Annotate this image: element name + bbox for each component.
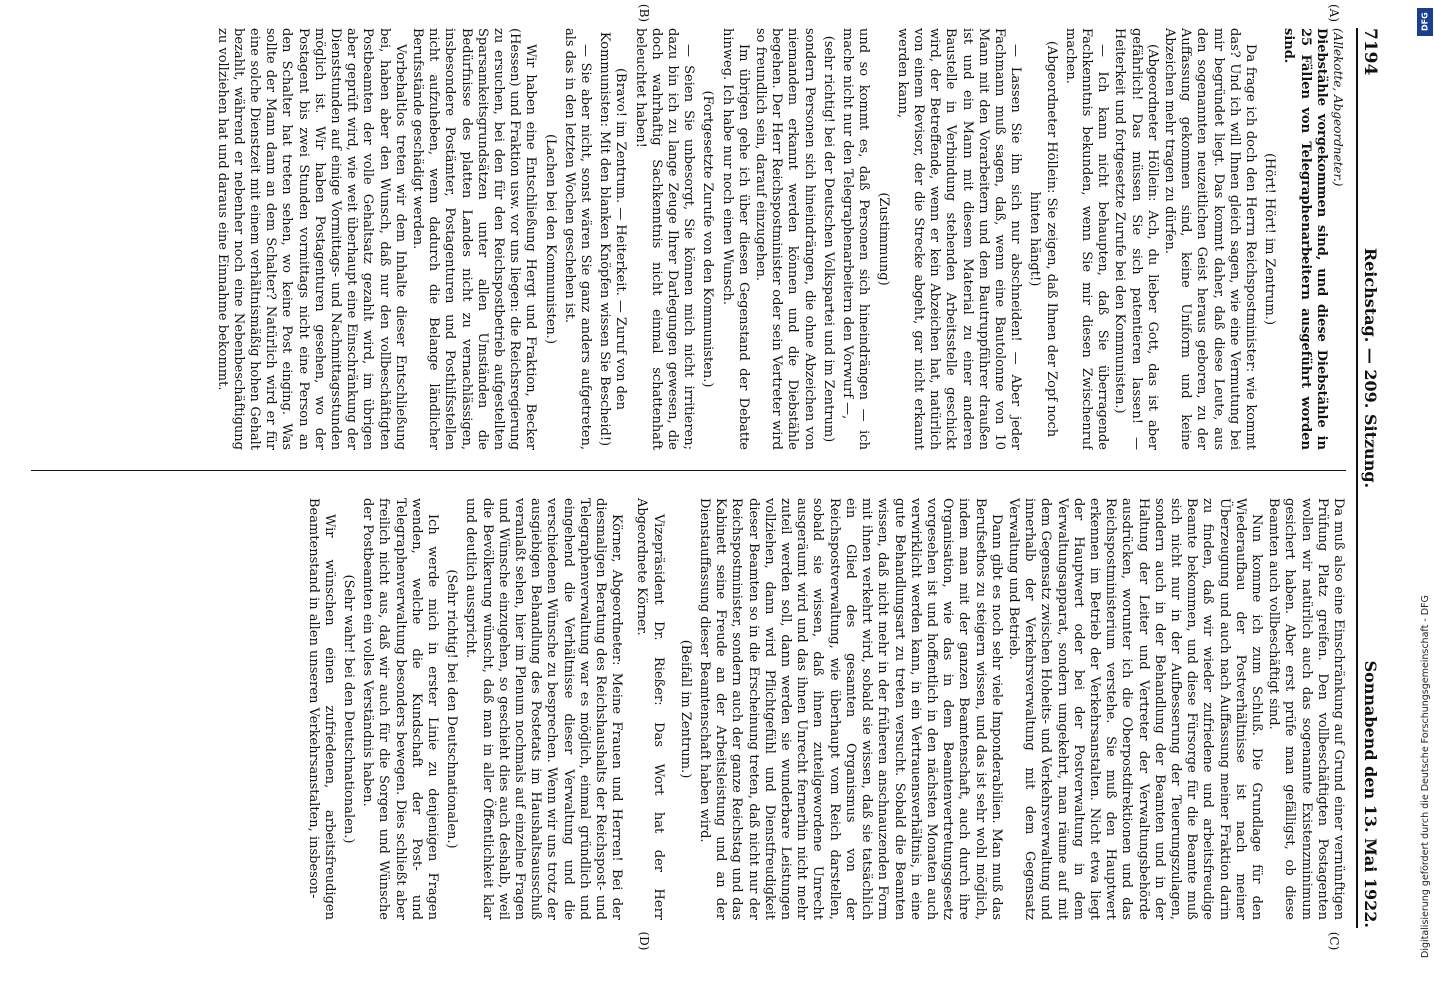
- interjection: (Sehr richtig! bei den Deutschnationalen.): [444, 569, 460, 849]
- interjection: (Sehr wahr! bei den Deutschnationalen.): [341, 574, 357, 844]
- paragraph: Diebstähle vorgekommen sind, und diese Diebstähle in 25 Fällen von Telegraphenarbeitern ausgeführt worden sind.: [1281, 28, 1329, 450]
- page-header: [1356, 28, 1390, 928]
- right-text-column: [31, 498, 1346, 920]
- interjection: (Hört! Hört! im Zentrum.): [1262, 152, 1278, 326]
- paragraph: — Sie aber nicht, sonst wären Sie ganz anders aufgetreten, als das in den letzten Wochen geschehen ist.: [561, 28, 594, 450]
- interjection: (Abgeordneter Höllein: Sie zeigen, daß Ihnen der Zopf noch hinten hängt!): [1027, 40, 1059, 438]
- interjection: (Lachen bei den Kommunisten.): [542, 133, 558, 345]
- page-number: 7194: [1360, 28, 1381, 76]
- chair-statement: Vizepräsident Dr. Rießer: Das Wort hat der Herr Abgeordnete Körner.: [634, 498, 666, 920]
- interjection: (Abgeordneter Höllein: Ach, du lieber Gott, das ist aber gefährlich! Das müssen Sie sich patentieren lassen! — Heiterkeit und fortgesetzte Zurufe bei den Kommunisten.): [1112, 28, 1160, 450]
- margin-marker-b: (B): [637, 3, 651, 23]
- digitization-note: Digitalisierung gefördert durch die Deutsche Forschungsgemeinschaft - DFG: [1420, 595, 1431, 958]
- interjection: (Fortgesetzte Zurufe von den Kommunisten.): [700, 90, 716, 388]
- paragraph: Vorbehaltlos treten wir dem Inhalte dieser Entschließung bei, haben aber den Wunsch, daß nur den vollbeschäftigten Postbeamten der volle Gehaltsatz gezahlt wird, im übrigen aber geprüft wird, wie weit überhaupt eine Einschränkung der Dienststunden auf einige Vormittags- und Nachmittagsstunden möglich ist. Wir haben Postagenturen gesehen, wo der Postagent bis zwei Stunden vormittags nicht eine Person an den Schalter hat treten sehen, wo keine Post einging. Was sollte der Mann dann an dem Schalter? Natürlich wird er für eine solche Dienstzeit mit einem verhältnismäßig hohen Gehalt bezahlt, während er nebenher noch eine Nebenbeschäftigung zu vollziehen hat und daraus eine Einnahme bekommt.: [214, 28, 408, 450]
- paragraph: Nun komme ich zum Schluß. Die Grundlage für den Wiederaufbau der Postverhältnisse ist nach meiner Überzeugung und auch nach Auffassung meiner Fraktion darin zu finden, daß wir wieder zufriedene und arbeitsfreudige Beamte bekommen, und diese Fürsorge für die Beamte muß sich nicht nur in der Aufbesserung der Teuerungszulagen, sondern auch in der Behandlung der Beamten und in der Haltung der Leiter und Vertreter der Verwaltungsbehörde ausdrücken, worunter ich die Oberpostdirektionen und das Reichspostministerium verstehe. Sie muß den Hauptwert erkennen im Betrieb der Verkehrsanstalten. Nicht etwa liegt der Hauptwert oder bei der Postverwaltung in dem Verwaltungsapparat, sondern umgekehrt, man räume auf mit dem Gegensatz zwischen Hoheits- und Verkehrsverwaltung und innerhalb der Verkehrsverwaltung mit dem Gegensatz Verwaltung und Betrieb.: [1005, 498, 1264, 920]
- interjection: (Bravo! im Zentrum. — Heiterkeit. — Zuruf von den Kommunisten: Mit den blanken Knöpfen wissen Sie Bescheid!): [597, 31, 629, 447]
- paragraph: Dann gibt es noch sehr viele Imponderabilien. Man muß das Berufsethos zu steigern wissen, und das ist sehr wohl möglich, indem man mit der ganzen Beamtenschaft, auch durch ihre Organisation, wie das in dem Beamtenvertretungsgesetz vorgesehen ist und hoffentlich in den nächsten Monaten auch verwirklicht werden kann, in ein Vertrauensverhältnis, in eine gute Behandlungsart zu treten versucht. Sobald die Beamten wissen, daß nicht mehr in der früheren anschnauzenden Form mit ihnen verkehrt wird, sobald sie wissen, daß sie tatsächlich ein Glied des gesamten Organismus von der Reichspostverwaltung, wie überhaupt vom Reich darstellen, sobald sie wissen, daß ihnen zuteilgewordene Unrecht ausgeräumt wird und das ihnen Unrecht fernerhin nicht mehr zuteil werden soll, dann werden sie wunderbare Leistungen vollziehen, dann wird Pflichtgefühl und Dienstfreudigkeit dieser Beamten so in die Erscheinung treten, daß nicht nur der Reichspostminister, sondern auch der ganze Reichstag und das Kabinett seine Freude an der Arbeitsleistung und an der Dienstauffassung dieser Beamtenschaft haben wird.: [697, 498, 1004, 920]
- interjection: (Beifall im Zentrum.): [677, 639, 693, 779]
- speech-opening: Körner, Abgeordneter: Meine Frauen und Herren! Bei der diesmaligen Beratung des Reichshaushalts der Reichspost- und Telegraphenverwaltung war es möglich, einmal gründlich und eingehend die Verhältnisse dieser Verwaltung und die verschiedenen Wünsche zu besprechen. Wenn wir uns trotz der ausgiebigen Behandlung des Postetats im Haushaltsausschuß veranlaßt sehen, hier im Plenum nochmals auf einzelne Fragen und Wünsche einzugehen, so geschieht dies auch deshalb, weil die Bevölkerung wünscht, daß man in aller Öffentlichkeit klar und deutlich ausspricht.: [463, 498, 625, 920]
- margin-marker-d: (D): [637, 931, 651, 951]
- paragraph: Ich werde mich in erster Linie zu denjenigen Fragen wenden, welche die Kundschaft der Post- und Telegraphenverwaltung besonders bewegen. Dies schließt aber freilich nicht aus, daß wir auch für die Sorgen und Wünsche der Postbeamten ein volles Verständnis haben.: [360, 498, 441, 920]
- margin-marker-a: (A): [1327, 3, 1341, 23]
- session-title: Reichstag. — 209. Sitzung.: [1361, 247, 1381, 489]
- paragraph: Da muß also eine Einschränkung auf Grund einer vernünftigen Prüfung Platz greifen. Den vollbeschäftigten Postagenten wollen wir natürlich auch das sogenannte Existenzminimum gesichert haben. Aber erst prüfe man gefälligst, ob diese Beamten auch vollbeschäftigt sind.: [1266, 498, 1346, 920]
- paragraph: und so kommt es, daß Personen sich hineindrängen — ich mache nicht nur den Telegraphenarbeitern den Vorwurf —,: [840, 28, 872, 450]
- interjection: (sehr richtig! bei der Deutschen Volkspartei und im Zentrum): [820, 35, 836, 443]
- paragraph: sondern Personen sich hineindrängen, die ohne Abzeichen von niemandem erkannt werden können und die Diebstähle begehen. Der Herr Reichspostminister oder sein Vertreter wird so freundlich sein, darauf einzugehen.: [753, 28, 817, 450]
- session-date: Sonnabend den 13. Mai 1922.: [1361, 660, 1381, 928]
- spacer: [624, 498, 632, 920]
- left-text-column: [31, 28, 1346, 450]
- dfg-logo: DFG: [1417, 8, 1433, 36]
- margin-marker-c: (C): [1327, 931, 1341, 951]
- digitization-sidebar: [1418, 8, 1434, 992]
- paragraph: Wir haben eine Entschließung Hergt und Fraktion, Becker (Hessen) und Fraktion usw. vor uns liegen: die Reichsregierung zu ersuchen, bei den für den Reichspostbetrieb aufgestellten Sparsamkeitsgrundsätzen unter allen Umständen die Bedürfnisse des platten Landes nicht zu vernachlässigen, insbesondere Postämter, Postagenturen und Posthilfsstellen nicht aufzuheben, wenn dadurch die Belange ländlicher Berufsstände geschädigt werden.: [410, 28, 539, 450]
- paragraph: Wir wünschen einen zufriedenen, arbeitsfreudigen Beamtenstand in allen unseren Verkehrsanstalten, insbeson-: [305, 498, 337, 920]
- paragraph: — Lassen Sie ihn sich nur abschneiden! — Aber jeder Fachmann muß sagen, daß, wenn eine Bautolonne von 10 Mann mit den Vorarbeitern und dem Bautruppführer draußen ist und ein Mann mit diesem Material zu einer anderen Baustelle in Verbindung stehenden Arbeitsstelle geschickt wird, der Betreffende, wenn er kein Abzeichen hat, natürlich von einem Revisor, der die Strecke abgeht, gar nicht erkannt werden kann,: [894, 28, 1024, 450]
- speaker-label: (Allekotte, Abgeordneter.): [1331, 28, 1345, 187]
- paragraph: Im übrigen gehe ich über diesen Gegenstand der Debatte hinweg. Ich habe nur noch einen Wunsch.: [719, 28, 751, 450]
- paragraph: Da frage ich doch den Herrn Reichspostminister: wie kommt das? Und ich will Ihnen gleich sagen, wie eine Vermutung bei mir begründet liegt. Das kommt daher, daß diese Leute, aus den sogenannten neuzeitlichen Geist heraus geboren, zu der Auffassung gekommen sind, keine Uniform und keine Abzeichen mehr tragen zu dürfen.: [1161, 28, 1258, 450]
- paragraph: — Seien Sie unbesorgt, Sie können mich nicht irritieren; dazu bin ich zu lange Zeuge Ihrer Darlegungen gewesen, die doch wahrhaftig Sachkenntnis nicht einmal schattenhaft beleuchtet haben!: [632, 28, 697, 450]
- column-divider: [31, 470, 1346, 471]
- paragraph: — Ich kann nicht behaupten, daß Sie überragende Fachkenntnis bekunden, wenn Sie mir diesen Zwischenruf machen.: [1062, 28, 1111, 450]
- spacer: [666, 498, 674, 920]
- interjection: (Zustimmung): [875, 192, 891, 286]
